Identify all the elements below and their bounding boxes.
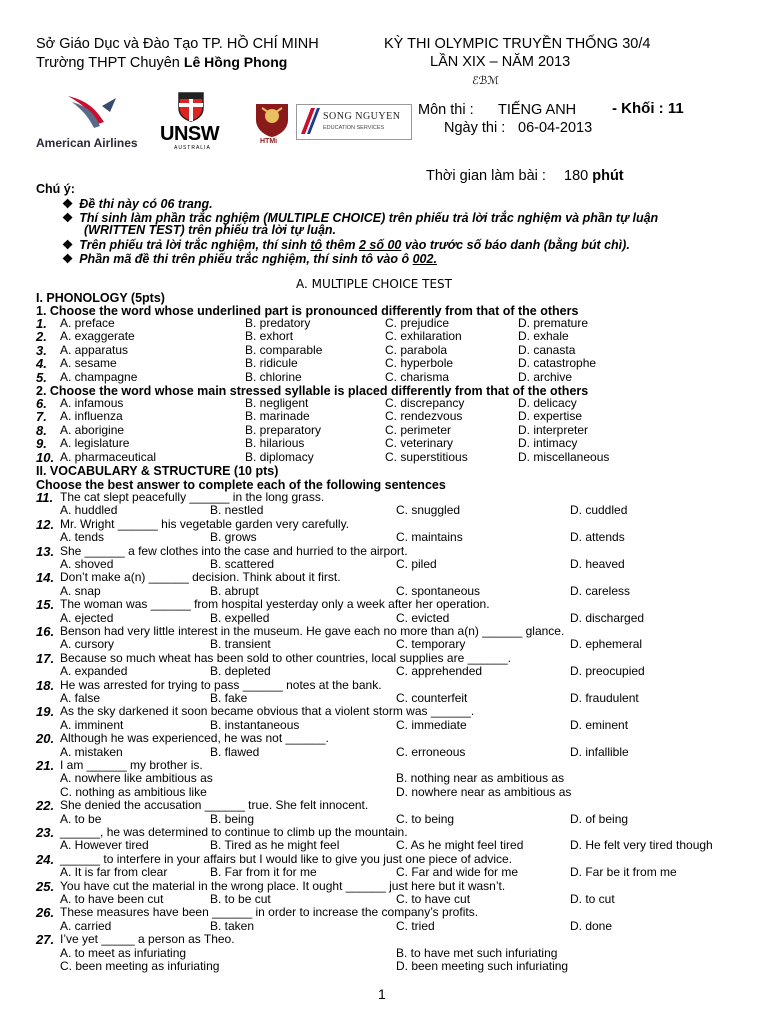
option-b: B. predatory — [245, 316, 311, 330]
option-a: A. mistaken — [60, 744, 123, 759]
option-d: D. done — [570, 918, 613, 933]
time-unit: phút — [592, 168, 624, 184]
diamond-icon: ❖ — [62, 211, 74, 225]
question-text: Don’t make a(n) ______ decision. Think about it first. — [60, 570, 341, 585]
question-text: I’ve yet _____ a person as Theo. — [60, 932, 235, 947]
question-number: 24. — [36, 851, 55, 867]
option-d: D. expertise — [518, 409, 583, 424]
option-c: C. veterinary — [385, 436, 454, 451]
unsw-logo — [160, 90, 220, 154]
time-number: 180 — [564, 168, 589, 184]
option-b: B. marinade — [245, 409, 310, 424]
question-number: 16. — [36, 624, 55, 639]
option-a: A. aborigine — [60, 422, 125, 437]
question-text: The cat slept peacefully ______ in the long grass. — [60, 490, 325, 504]
option-c: C. to being — [396, 811, 455, 826]
unsw-text: UNSW — [160, 123, 220, 145]
question-number: 10. — [36, 449, 55, 465]
question-number: 20. — [36, 731, 55, 747]
option-d: D. discharged — [570, 610, 645, 625]
question-number: 1. — [36, 316, 47, 331]
question-number: 13. — [36, 543, 55, 559]
option-d: D. He felt very tired though — [570, 838, 713, 853]
option-a: A. carried — [60, 918, 112, 933]
note-2-cont: (WRITTEN TEST) trên phiếu trả lời tự luận. — [84, 223, 337, 237]
option-a: A. It is far from clear — [60, 865, 168, 880]
option-c: C. erroneous — [396, 744, 466, 759]
option-b: B. Far from it for me — [210, 865, 317, 880]
option-d: D. been meeting such infuriating — [396, 959, 569, 973]
option-b: B. to have met such infuriating — [396, 945, 558, 960]
option-d: D. eminent — [570, 717, 629, 732]
question-number: 12. — [36, 516, 55, 532]
option-a: A. legislature — [60, 436, 130, 451]
option-b: B. transient — [210, 637, 271, 652]
question-text: You have cut the material in the wrong place. It ought ______ just here but it wasn’t. — [60, 878, 506, 893]
option-d: D. intimacy — [518, 436, 578, 451]
question-number: 19. — [36, 704, 55, 720]
note-3-mid: thêm — [322, 238, 359, 252]
note-3-num: 2 số 00 — [358, 238, 402, 252]
option-d: D. premature — [518, 316, 589, 330]
option-d: D. of being — [570, 811, 629, 826]
question-number: 7. — [36, 409, 47, 425]
note-4-code: 002. — [412, 252, 437, 266]
question-number: 23. — [36, 825, 55, 840]
date-label: Ngày thi : — [444, 120, 506, 136]
note-4-pre: Phần mã đề thi trên phiếu trắc nghiệm, thí sinh tô vào ô — [79, 252, 413, 266]
question-number: 18. — [36, 677, 55, 693]
phonology-title: I. PHONOLOGY (5pts) — [36, 291, 165, 305]
note-3-to: tô — [310, 238, 323, 252]
question-text: The woman was ______ from hospital yesterday only a week after her operation. — [60, 597, 490, 612]
option-a: A. apparatus — [60, 342, 129, 357]
question-number: 11. — [36, 490, 54, 505]
question-text: She denied the accusation ______ true. She felt innocent. — [60, 798, 369, 813]
option-c: C. perimeter — [385, 422, 452, 437]
note-2-text-a: Thí sinh làm phần trắc nghiệm (MULTIPLE CHOICE) trên phiếu trả lời trắc nghiệm và phần tự luận — [79, 211, 659, 225]
option-b: B. scattered — [210, 557, 275, 571]
option-b: B. Tired as he might feel — [210, 838, 340, 853]
option-c: C. temporary — [396, 637, 466, 652]
option-b: B. chlorine — [245, 369, 302, 384]
option-d: D. exhale — [518, 329, 569, 344]
option-b: B. to be cut — [210, 892, 271, 906]
option-b: B. being — [210, 811, 255, 826]
option-a: A. champagne — [60, 369, 138, 384]
option-c: C. counterfeit — [396, 691, 468, 705]
option-b: B. expelled — [210, 610, 270, 625]
question-number: 14. — [36, 570, 55, 586]
option-c: C. rendezvous — [385, 409, 463, 424]
option-a: A. pharmaceutical — [60, 449, 157, 464]
option-c: C. maintains — [396, 530, 463, 545]
option-c: C. parabola — [385, 342, 448, 357]
option-a: A. ejected — [60, 610, 114, 625]
question-text: ______, he was determined to continue to climb up the mountain. — [60, 825, 408, 839]
option-c: C. snuggled — [396, 503, 461, 518]
option-c: C. discrepancy — [385, 396, 465, 410]
option-b: B. nothing near as ambitious as — [396, 771, 565, 786]
option-b: B. diplomacy — [245, 449, 314, 464]
option-b: B. hilarious — [245, 436, 305, 451]
option-c: C. spontaneous — [396, 583, 481, 598]
song-nguyen-subtext: EDUCATION SERVICES — [323, 125, 385, 131]
htmi-logo — [252, 98, 294, 152]
option-a: A. imminent — [60, 717, 124, 732]
option-d: D. nowhere near as ambitious as — [396, 784, 572, 799]
note-1-text: Đề thi này có 06 trang. — [79, 197, 213, 211]
note-3-pre: Trên phiếu trả lời trắc nghiệm, thí sinh — [79, 238, 311, 252]
option-d: D. ephemeral — [570, 637, 643, 652]
ornament: ℰℬℳ — [472, 74, 500, 87]
date-value: 06-04-2013 — [518, 120, 593, 136]
htmi-text: HTMi — [260, 138, 278, 145]
question-number: 17. — [36, 650, 55, 666]
option-c: C. charisma — [385, 369, 450, 384]
option-a: A. false — [60, 691, 101, 705]
question-text: As the sky darkened it soon became obvious that a violent storm was ______. — [60, 704, 475, 719]
option-c: C. Far and wide for me — [396, 865, 519, 880]
option-b: B. preparatory — [245, 422, 322, 437]
phonology-instruction-2: 2. Choose the word whose main stressed syllable is placed differently from that of the others — [36, 384, 589, 398]
question-text: He was arrested for trying to pass ______ notes at the bank. — [60, 677, 382, 692]
exam-title: KỲ THI OLYMPIC TRUYỀN THỐNG 30/4 — [384, 36, 651, 52]
question-text: These measures have been ______ in order to increase the company’s profits. — [60, 905, 479, 920]
option-a: A. to be — [60, 811, 102, 826]
note-4 — [62, 251, 437, 266]
subject-label: Môn thi : — [418, 102, 474, 118]
song-nguyen-text: SONG NGUYEN — [323, 111, 401, 122]
school-name-bold: Lê Hồng Phong — [183, 54, 288, 70]
option-d: D. fraudulent — [570, 691, 639, 705]
option-d: D. canasta — [518, 342, 576, 357]
option-d: D. to cut — [570, 892, 615, 906]
option-b: B. negligent — [245, 396, 309, 410]
option-a: A. shoved — [60, 557, 114, 571]
question-text: She ______ a few clothes into the case and hurried to the airport. — [60, 543, 408, 558]
option-a: A. cursory — [60, 637, 115, 652]
question-text: I am ______ my brother is. — [60, 758, 203, 772]
option-a: A. tends — [60, 530, 105, 545]
question-number: 8. — [36, 422, 47, 438]
option-c: C. tried — [396, 918, 435, 933]
option-c: C. nothing as ambitious like — [60, 784, 207, 799]
diamond-icon: ❖ — [62, 252, 74, 266]
option-a: A. snap — [60, 583, 101, 598]
option-d: D. cuddled — [570, 503, 628, 518]
note-3 — [62, 237, 630, 252]
option-b: B. fake — [210, 691, 248, 705]
school-name — [36, 54, 287, 71]
option-b: B. abrupt — [210, 583, 259, 598]
option-c: C. exhilaration — [385, 329, 462, 344]
option-d: D. attends — [570, 530, 625, 545]
option-d: D. interpreter — [518, 422, 589, 437]
grade-label: - Khối : 11 — [612, 100, 684, 117]
option-a: A. nowhere like ambitious as — [60, 771, 213, 786]
option-a: A. influenza — [60, 409, 123, 424]
option-a: A. However tired — [60, 838, 149, 853]
subject-value: TIẾNG ANH — [498, 102, 577, 118]
diamond-icon: ❖ — [62, 238, 74, 252]
question-number: 26. — [36, 905, 55, 921]
american-airlines-logo — [36, 92, 146, 152]
option-a: A. to have been cut — [60, 892, 164, 906]
question-number: 21. — [36, 758, 55, 773]
question-text: Although he was experienced, he was not ______. — [60, 731, 329, 746]
option-b: B. ridicule — [245, 356, 298, 371]
school-prefix: Trường THPT Chuyên — [36, 55, 184, 71]
phonology-instruction-1: 1. Choose the word whose underlined part is pronounced differently from that of the others — [36, 304, 579, 318]
vocab-title: II. VOCABULARY & STRUCTURE (10 pts) — [36, 464, 279, 478]
question-number: 6. — [36, 396, 47, 411]
question-number: 25. — [36, 878, 55, 894]
question-text: Benson had very little interest in the museum. He gave each no more than a(n) ______ glance. — [60, 624, 565, 638]
option-b: B. exhort — [245, 329, 294, 344]
question-text: ______ to interfere in your affairs but I would like to give you just one piece of advice. — [60, 851, 513, 866]
option-b: B. flawed — [210, 744, 260, 759]
question-text: Mr. Wright ______ his vegetable garden very carefully. — [60, 516, 350, 531]
option-c: C. been meeting as infuriating — [60, 959, 220, 973]
question-number: 2. — [36, 329, 47, 345]
option-b: B. taken — [210, 918, 255, 933]
question-number: 5. — [36, 369, 47, 385]
eagle-icon — [64, 92, 124, 134]
question-number: 9. — [36, 436, 47, 452]
option-a: A. infamous — [60, 396, 124, 410]
question-number: 27. — [36, 932, 55, 948]
option-c: C. As he might feel tired — [396, 838, 524, 853]
question-text: Because so much wheat has been sold to other countries, local supplies are ______. — [60, 650, 511, 665]
option-a: A. to meet as infuriating — [60, 945, 187, 960]
option-c: C. to have cut — [396, 892, 471, 906]
option-a: A. sesame — [60, 356, 117, 371]
song-nguyen-mark-icon — [299, 106, 321, 136]
option-d: D. careless — [570, 583, 631, 598]
unsw-subtext: AUSTRALIA — [174, 145, 211, 151]
option-b: B. grows — [210, 530, 257, 545]
option-b: B. depleted — [210, 664, 271, 679]
option-b: B. instantaneous — [210, 717, 300, 732]
option-d: D. archive — [518, 369, 573, 384]
option-c: C. superstitious — [385, 449, 468, 464]
option-c: C. piled — [396, 557, 437, 571]
option-c: C. apprehended — [396, 664, 483, 679]
diamond-icon: ❖ — [62, 197, 74, 211]
question-number: 4. — [36, 356, 47, 372]
option-c: C. immediate — [396, 717, 467, 732]
question-number: 22. — [36, 798, 55, 814]
option-c: C. evicted — [396, 610, 450, 625]
page-number: 1 — [378, 986, 386, 1002]
song-nguyen-logo — [296, 104, 412, 140]
question-number: 15. — [36, 597, 55, 613]
htmi-crest-icon — [252, 98, 292, 138]
option-b: B. comparable — [245, 342, 323, 357]
vocab-instruction: Choose the best answer to complete each of the following sentences — [36, 478, 446, 492]
option-a: A. exaggerate — [60, 329, 135, 344]
option-d: D. preocupied — [570, 664, 645, 679]
option-d: D. delicacy — [518, 396, 577, 410]
option-d: D. heaved — [570, 557, 625, 571]
note-3-post: vào trước số báo danh (bằng bút chì). — [401, 238, 630, 252]
option-d: D. infallible — [570, 744, 629, 759]
option-d: D. miscellaneous — [518, 449, 610, 464]
note-1 — [62, 196, 213, 211]
option-d: D. Far be it from me — [570, 865, 677, 880]
american-airlines-text: American Airlines — [36, 136, 138, 150]
unsw-crest-icon — [178, 92, 204, 122]
option-c: C. prejudice — [385, 316, 450, 330]
time-value — [564, 168, 624, 184]
option-a: A. preface — [60, 316, 115, 330]
question-number: 3. — [36, 342, 47, 358]
option-d: D. catastrophe — [518, 356, 597, 371]
option-b: B. nestled — [210, 503, 264, 518]
option-c: C. hyperbole — [385, 356, 454, 371]
option-a: A. expanded — [60, 664, 128, 679]
time-label: Thời gian làm bài : — [426, 168, 546, 184]
notes-title: Chú ý: — [36, 182, 75, 196]
section-a-title: A. MULTIPLE CHOICE TEST — [296, 277, 453, 291]
exam-edition: LẦN XIX – NĂM 2013 — [430, 54, 571, 70]
school-department: Sở Giáo Dục và Đào Tạo TP. HỒ CHÍ MINH — [36, 36, 319, 52]
option-a: A. huddled — [60, 503, 118, 518]
